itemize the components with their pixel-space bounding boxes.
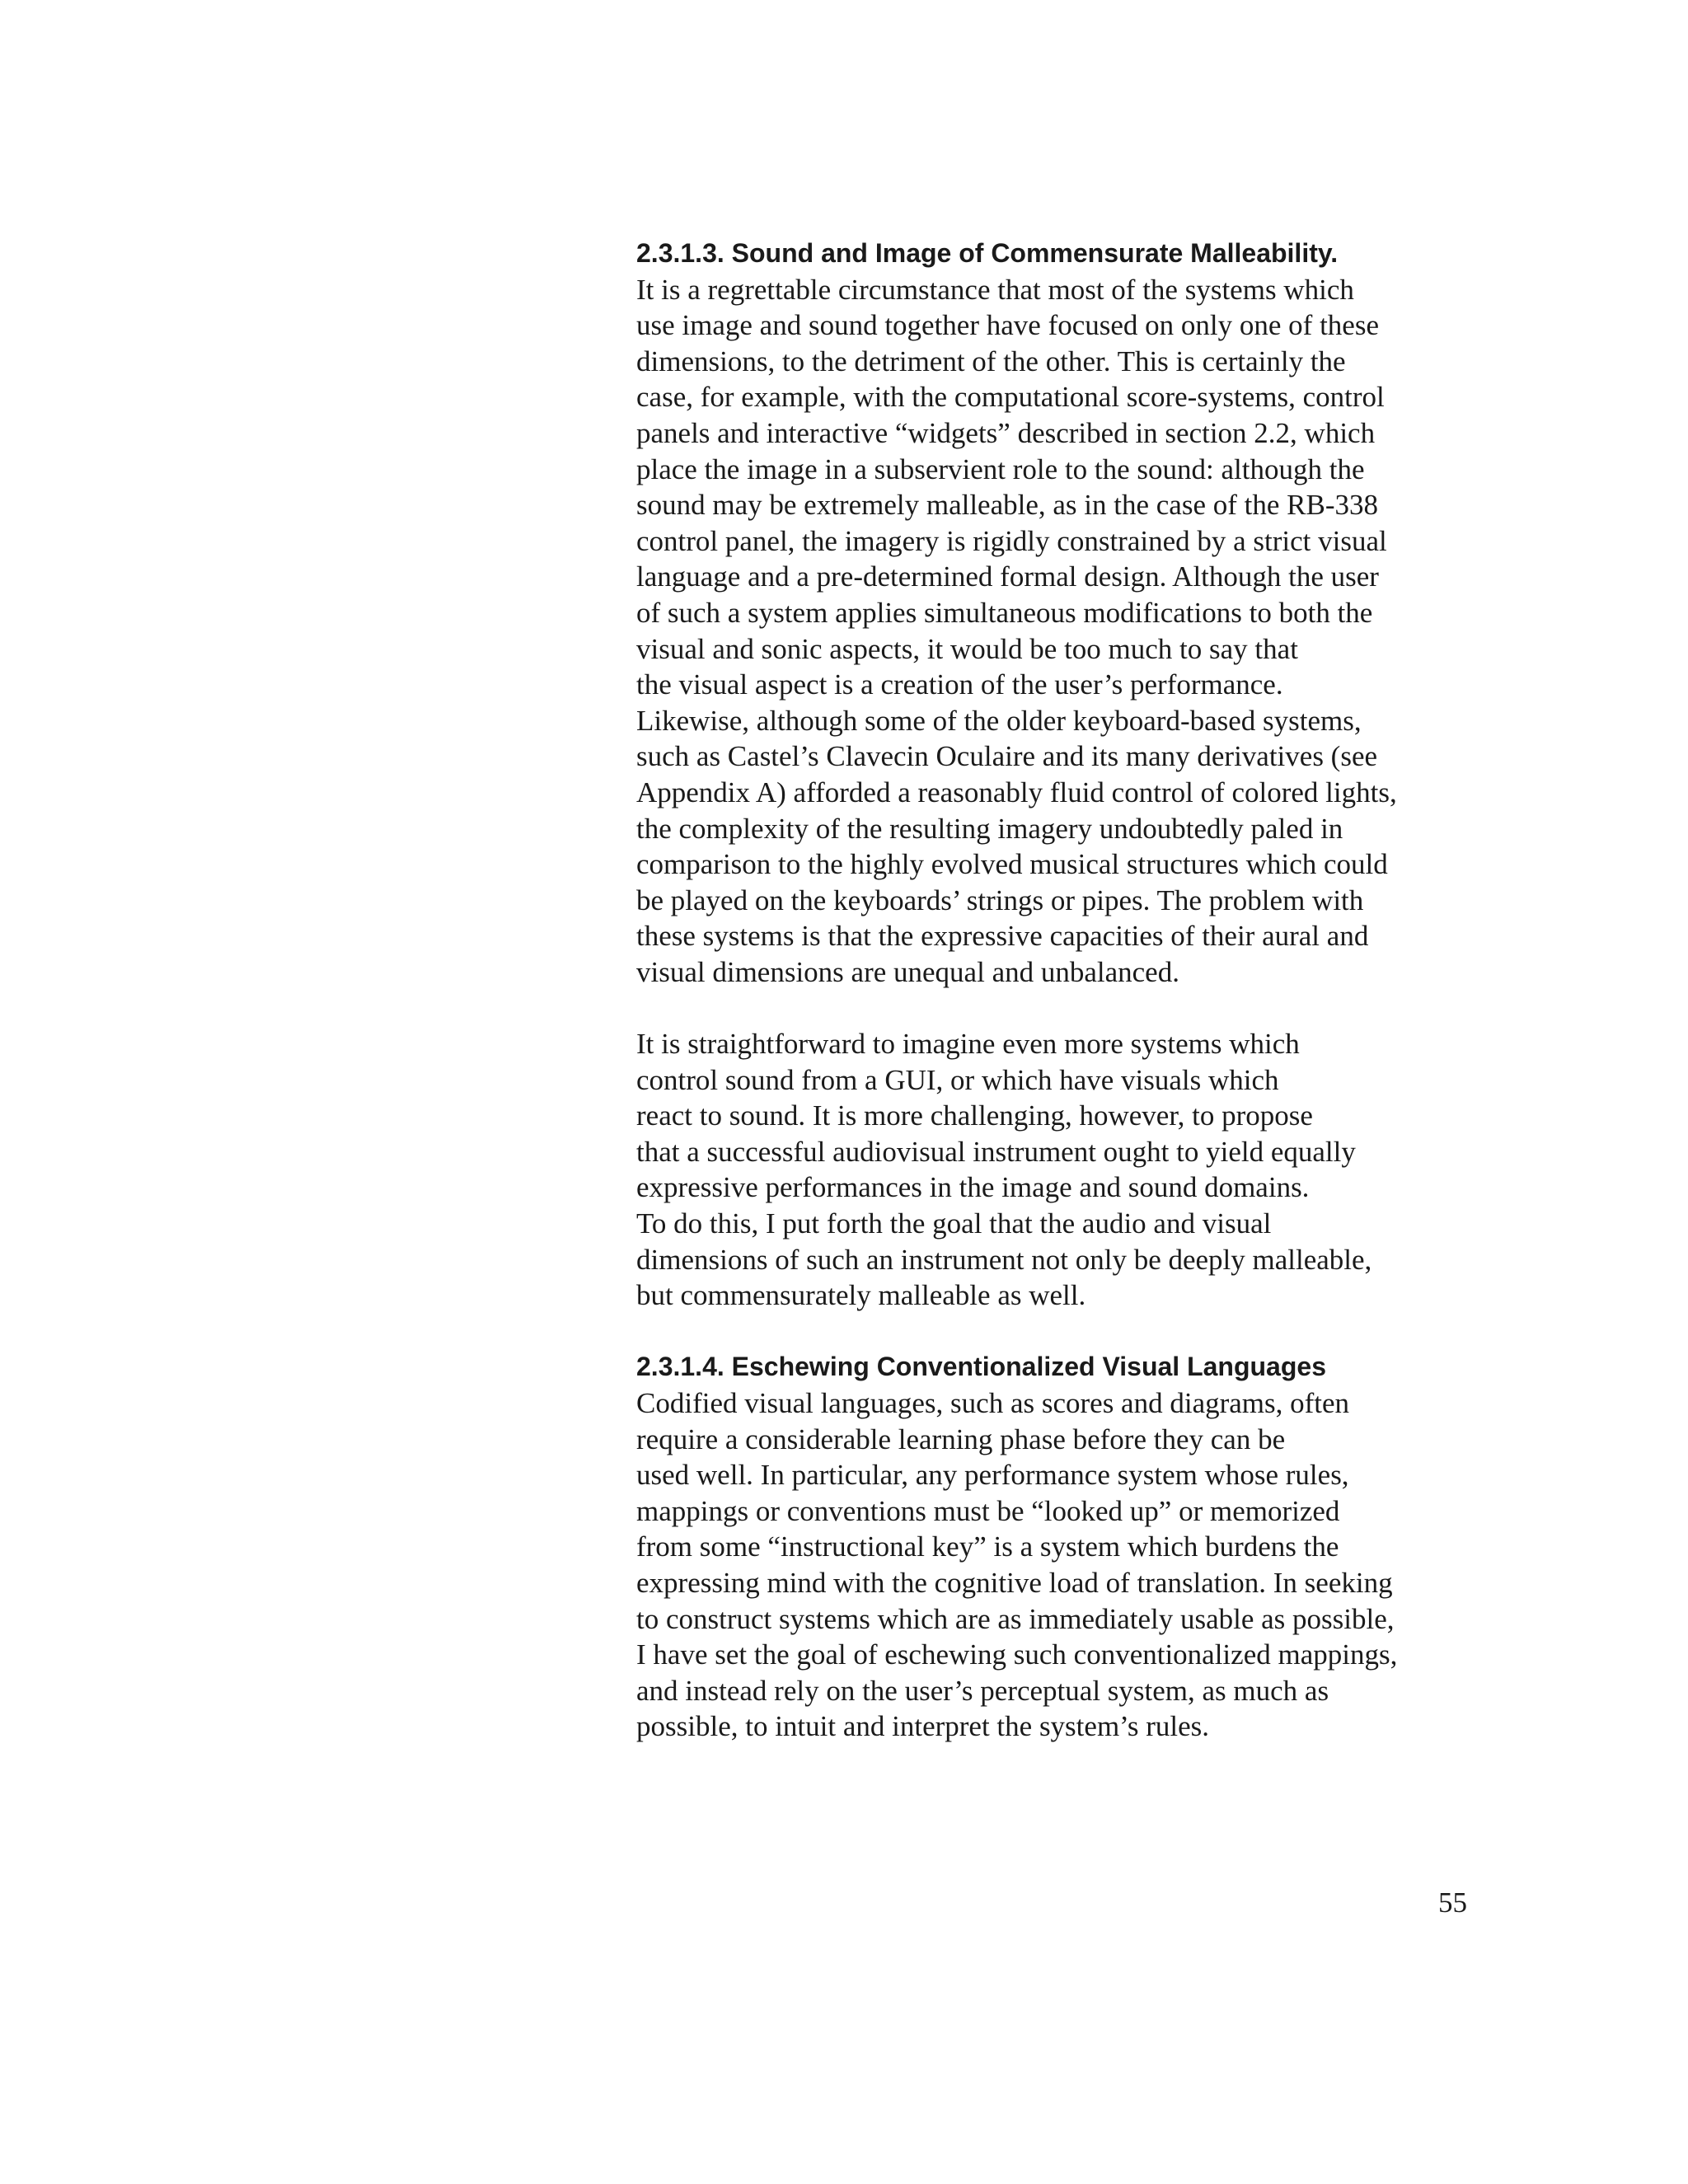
- body-paragraph: [636, 272, 1477, 991]
- text-line: mappings or conventions must be “looked up” or memorized: [636, 1494, 1340, 1527]
- text-line: these systems is that the expressive capacities of their aural and: [636, 920, 1369, 953]
- document-body: [636, 236, 1477, 1745]
- text-line: be played on the keyboards’ strings or pipes. The problem with: [636, 883, 1364, 916]
- paragraph-spacer: [636, 1314, 1477, 1350]
- text-line: case, for example, with the computational score-systems, control: [636, 381, 1385, 414]
- text-line: possible, to intuit and interpret the system’s rules.: [636, 1710, 1210, 1743]
- text-line: comparison to the highly evolved musical structures which could: [636, 848, 1388, 881]
- text-line: To do this, I put forth the goal that the audio and visual: [636, 1207, 1272, 1240]
- text-line: use image and sound together have focused on only one of these: [636, 309, 1379, 342]
- paragraph-spacer: [636, 990, 1477, 1026]
- text-line: Appendix A) afforded a reasonably fluid control of colored lights,: [636, 776, 1397, 808]
- body-paragraph: [636, 1385, 1477, 1745]
- text-line: sound may be extremely malleable, as in the case of the RB-338: [636, 489, 1379, 522]
- text-line: It is a regrettable circumstance that most of the systems which: [636, 273, 1354, 306]
- text-line: Likewise, although some of the older keyboard-based systems,: [636, 704, 1362, 737]
- text-line: I have set the goal of eschewing such conventionalized mappings,: [636, 1638, 1398, 1671]
- text-line: the visual aspect is a creation of the user’s performance.: [636, 668, 1283, 701]
- text-line: of such a system applies simultaneous modifications to both the: [636, 596, 1373, 629]
- section-heading: 2.3.1.4. Eschewing Conventionalized Visual Languages: [636, 1352, 1326, 1382]
- body-paragraph: [636, 1026, 1477, 1314]
- text-line: place the image in a subservient role to the sound: although the: [636, 452, 1365, 485]
- text-line: react to sound. It is more challenging, however, to propose: [636, 1099, 1313, 1132]
- text-line: the complexity of the resulting imagery undoubtedly paled in: [636, 812, 1343, 845]
- text-line: expressing mind with the cognitive load of translation. In seeking: [636, 1566, 1393, 1599]
- text-line: control panel, the imagery is rigidly constrained by a strict visual: [636, 524, 1387, 557]
- text-line: expressive performances in the image and sound domains.: [636, 1171, 1310, 1204]
- text-line: that a successful audiovisual instrument ought to yield equally: [636, 1135, 1356, 1168]
- text-line: and instead rely on the user’s perceptual system, as much as: [636, 1674, 1329, 1707]
- text-line: visual dimensions are unequal and unbalanced.: [636, 955, 1179, 988]
- page-number: 55: [1438, 1886, 1467, 1919]
- text-line: visual and sonic aspects, it would be too much to say that: [636, 632, 1298, 665]
- text-line: dimensions of such an instrument not only be deeply malleable,: [636, 1243, 1372, 1276]
- text-line: such as Castel’s Clavecin Oculaire and its many derivatives (see: [636, 740, 1378, 773]
- text-line: from some “instructional key” is a system which burdens the: [636, 1530, 1339, 1563]
- text-line: dimensions, to the detriment of the other. This is certainly the: [636, 344, 1346, 377]
- text-line: require a considerable learning phase before they can be: [636, 1422, 1286, 1455]
- text-line: but commensurately malleable as well.: [636, 1279, 1086, 1312]
- text-line: to construct systems which are as immediately usable as possible,: [636, 1602, 1395, 1635]
- text-line: control sound from a GUI, or which have visuals which: [636, 1063, 1279, 1096]
- text-line: language and a pre-determined formal design. Although the user: [636, 560, 1379, 593]
- text-line: used well. In particular, any performance system whose rules,: [636, 1459, 1349, 1492]
- section-heading: 2.3.1.3. Sound and Image of Commensurate Malleability.: [636, 238, 1339, 268]
- text-line: Codified visual languages, such as scores and diagrams, often: [636, 1387, 1350, 1419]
- text-line: panels and interactive “widgets” described in section 2.2, which: [636, 416, 1376, 449]
- text-line: It is straightforward to imagine even more systems which: [636, 1028, 1300, 1061]
